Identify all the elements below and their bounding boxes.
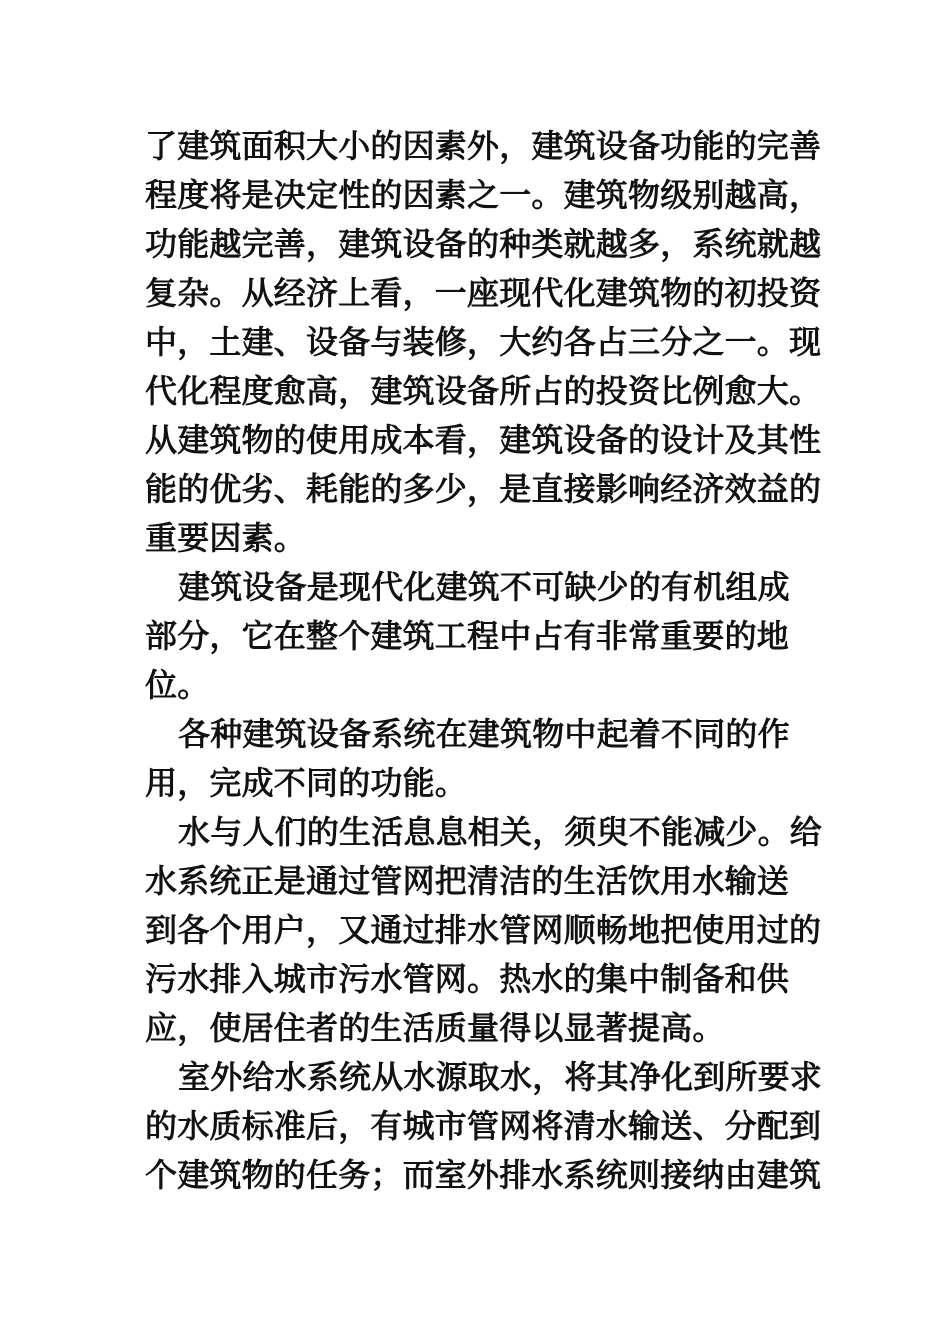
text-line: 到各个用户，又通过排水管网顺畅地把使用过的 (145, 911, 822, 949)
text-line: 程度将是决定性的因素之一。建筑物级别越高， (145, 176, 822, 214)
text-line: 功能越完善，建筑设备的种类就越多，系统就越 (145, 225, 822, 263)
text-line: 位。 (145, 666, 210, 704)
text-line: 个建筑物的任务；而室外排水系统则接纳由建筑 (145, 1156, 822, 1194)
text-line: 水系统正是通过管网把清洁的生活饮用水输送 (145, 862, 790, 900)
paragraph-start-line: 各种建筑设备系统在建筑物中起着不同的作 (178, 715, 790, 753)
body-text (145, 122, 823, 1200)
text-line: 代化程度愈高，建筑设备所占的投资比例愈大。 (145, 372, 822, 410)
paragraph-start-line: 室外给水系统从水源取水，将其净化到所要求 (178, 1058, 823, 1096)
text-line: 从建筑物的使用成本看，建筑设备的设计及其性 (145, 421, 822, 459)
text-line: 污水排入城市污水管网。热水的集中制备和供 (145, 960, 790, 998)
text-line: 了建筑面积大小的因素外，建筑设备功能的完善 (145, 127, 822, 165)
text-line: 用，完成不同的功能。 (145, 764, 468, 802)
paragraph-start-line: 建筑设备是现代化建筑不可缺少的有机组成 (178, 568, 790, 606)
text-line: 中，土建、设备与装修，大约各占三分之一。现 (145, 323, 822, 361)
text-line: 能的优劣、耗能的多少，是直接影响经济效益的 (145, 470, 822, 508)
text-line: 应，使居住者的生活质量得以显著提高。 (145, 1009, 725, 1047)
paragraph-start-line: 水与人们的生活息息相关，须臾不能减少。给 (178, 813, 823, 851)
text-line: 的水质标准后，有城市管网将清水输送、分配到 (145, 1107, 822, 1145)
text-line: 部分，它在整个建筑工程中占有非常重要的地 (145, 617, 790, 655)
text-line: 重要因素。 (145, 519, 307, 557)
text-line: 复杂。从经济上看，一座现代化建筑物的初投资 (145, 274, 822, 312)
